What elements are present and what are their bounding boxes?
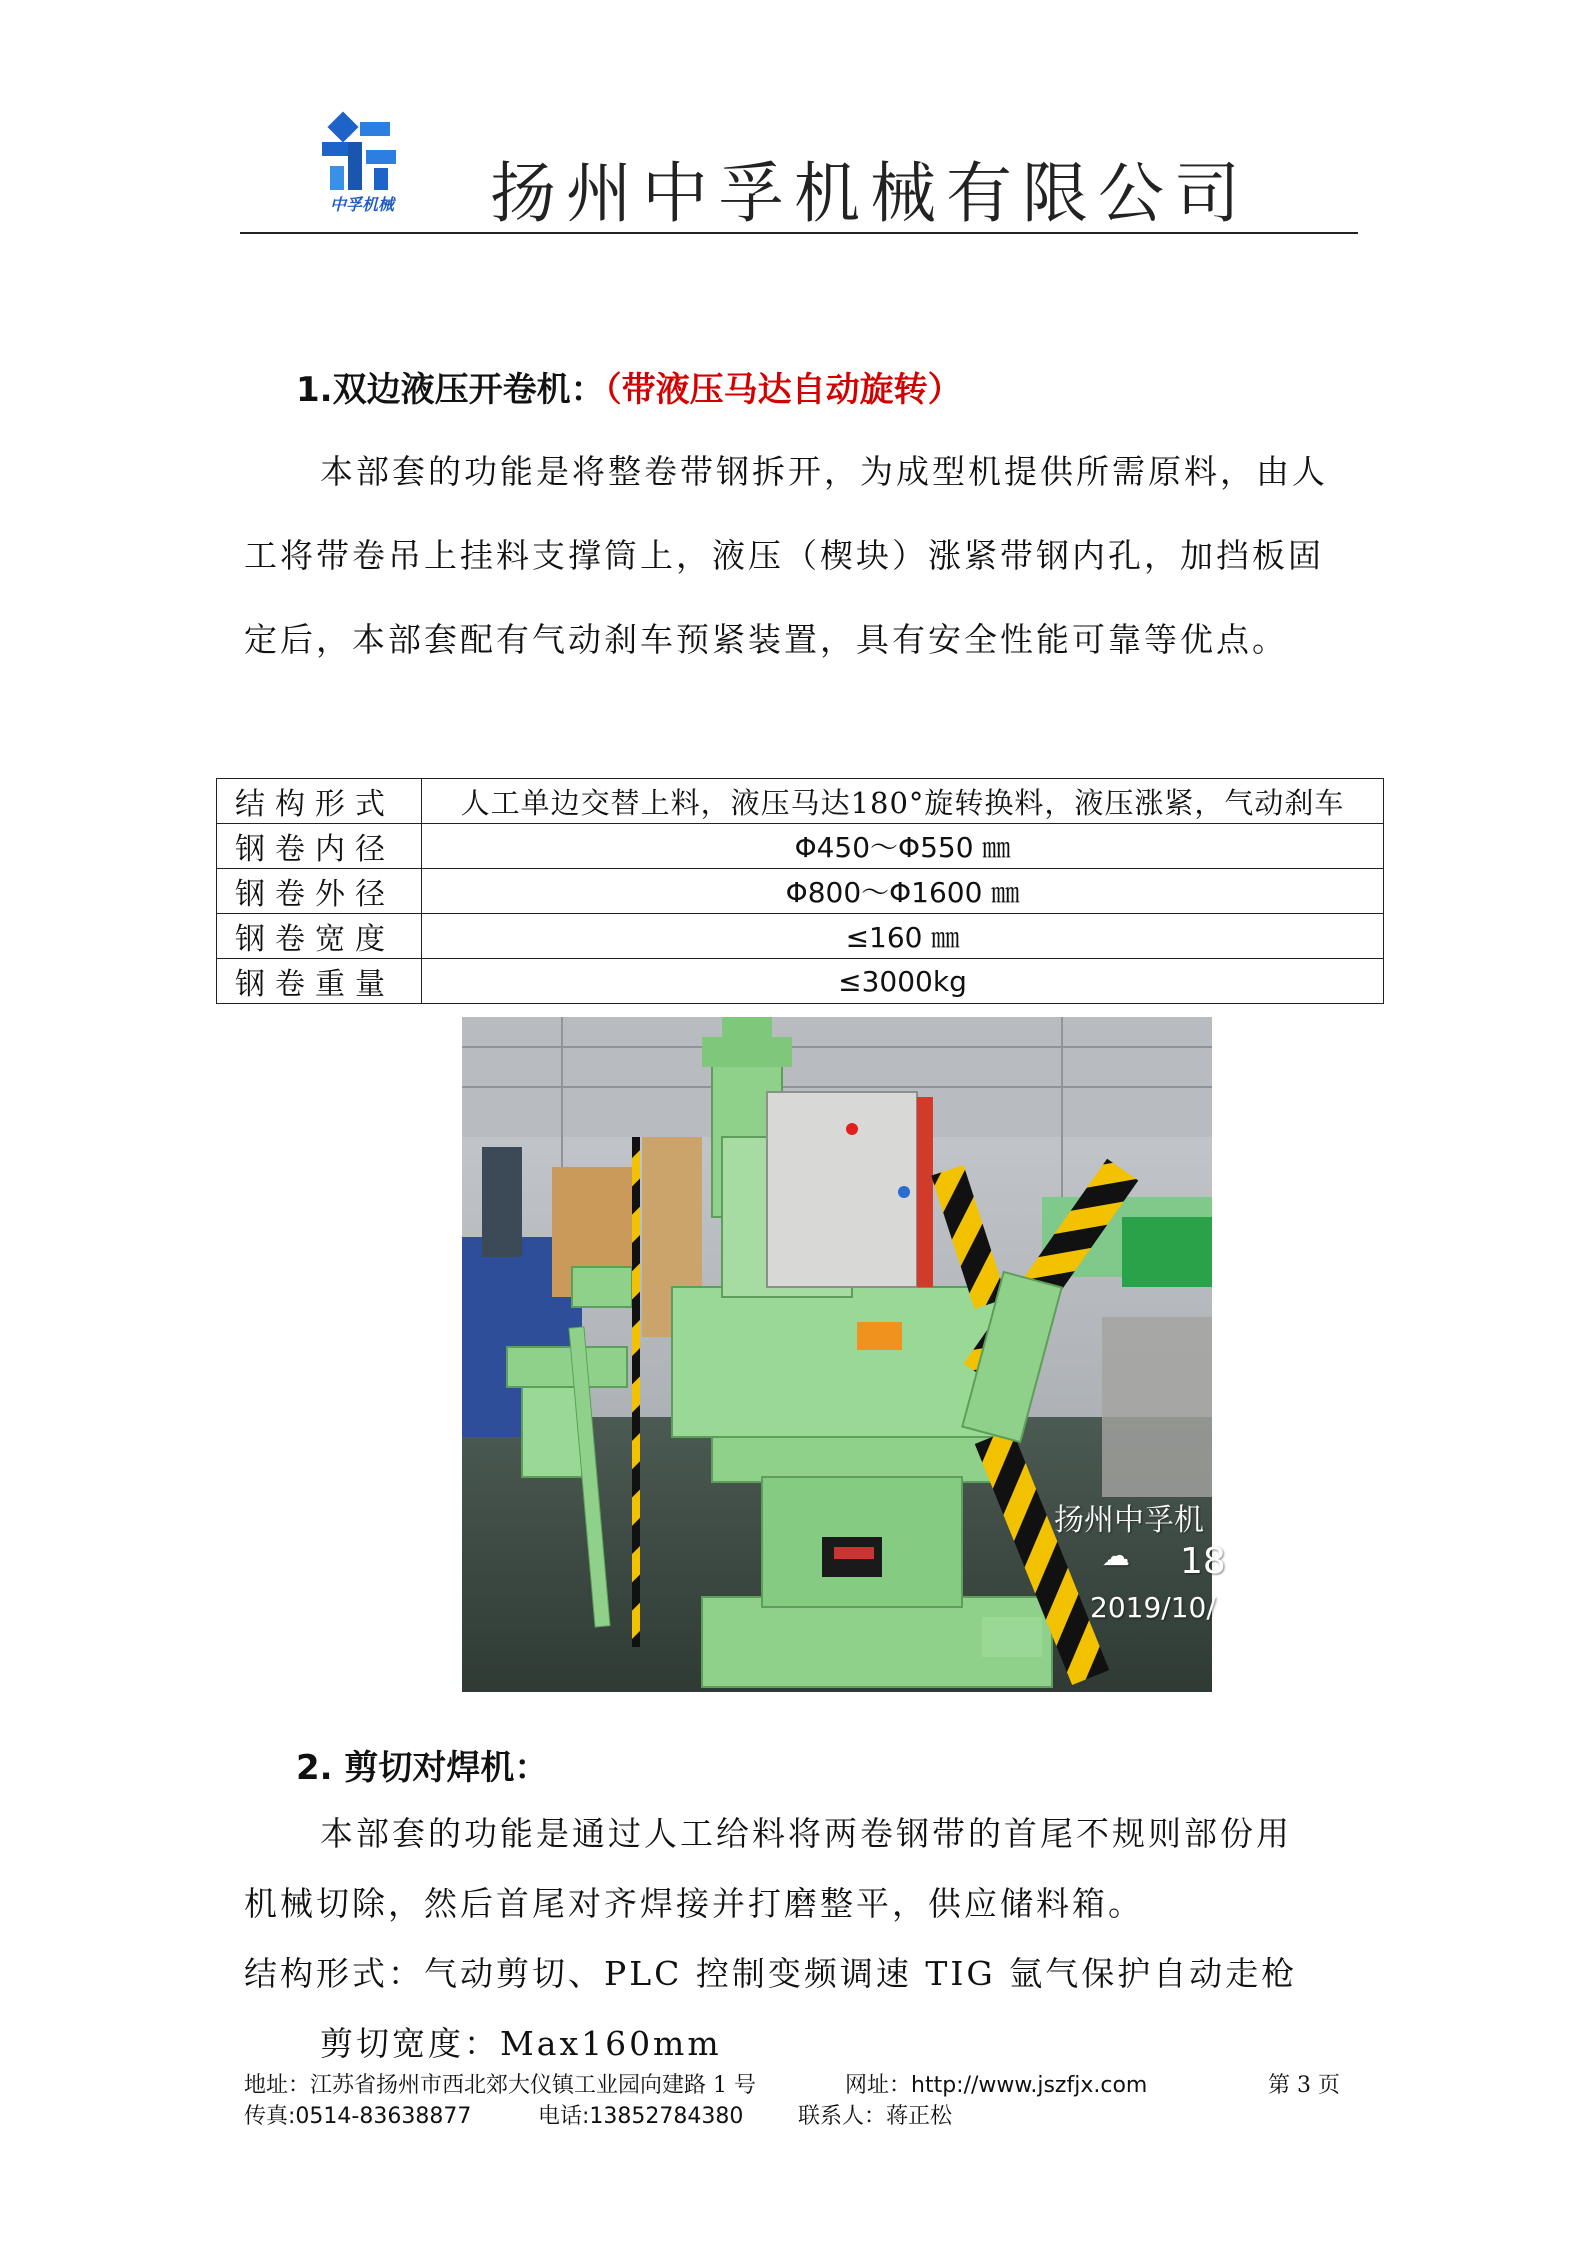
footer-contact: 联系人：蒋正松 [798, 2104, 953, 2129]
spec-value: ≤3000kg [422, 959, 1384, 1004]
spec-value: ≤160 ㎜ [422, 914, 1384, 959]
footer-website: 网址：http://www.jszfjx.com [845, 2073, 1148, 2098]
section1-title-note: （带液压马达自动旋转） [604, 370, 962, 410]
section2-line: 机械切除，然后首尾对齐焊接并打磨整平，供应储料箱。 [244, 1884, 1144, 1923]
section1-title [296, 362, 962, 411]
machine-photo [462, 1017, 1226, 1692]
header-divider [240, 232, 1358, 234]
spec-key: 钢卷外径 [217, 869, 422, 914]
spec-key: 钢卷重量 [217, 959, 422, 1004]
spec-key: 钢卷内径 [217, 824, 422, 869]
spec-key: 钢卷宽度 [217, 914, 422, 959]
table-row [217, 869, 1384, 914]
company-name: 扬州中孚机械有限公司 [490, 155, 1250, 232]
footer-fax: 传真:0514-83638877 [244, 2104, 472, 2129]
section2-width: 剪切宽度：Max160mm [320, 2024, 722, 2063]
spec-value: 人工单边交替上料，液压马达180°旋转换料，液压涨紧，气动刹车 [422, 779, 1384, 824]
section1-line: 定后，本部套配有气动刹车预紧装置，具有安全性能可靠等优点。 [244, 620, 1288, 659]
watermark-number: 18 [1180, 1541, 1226, 1582]
spec-table [216, 778, 1384, 1004]
spec-key: 结构形式 [217, 779, 422, 824]
table-row [217, 824, 1384, 869]
watermark-company: 扬州中孚机 [1054, 1503, 1204, 1538]
logo-text: 中孚机械 [329, 195, 394, 214]
table-row [217, 914, 1384, 959]
spec-value: Φ800～Φ1600 ㎜ [422, 869, 1384, 914]
section1-title-text: 1.双边液压开卷机： [296, 370, 605, 410]
section2-structure: 结构形式：气动剪切、PLC 控制变频调速 TIG 氩气保护自动走枪 [244, 1954, 1298, 1993]
section2-title: 2. 剪切对焊机： [296, 1748, 549, 1788]
section1-line: 工将带卷吊上挂料支撑筒上，液压（楔块）涨紧带钢内孔，加挡板固 [244, 536, 1324, 575]
footer-page-number: 第 3 页 [1268, 2073, 1340, 2098]
table-row [217, 779, 1384, 824]
section1-line: 本部套的功能是将整卷带钢拆开，为成型机提供所需原料，由人 [320, 452, 1328, 491]
footer-phone: 电话:13852784380 [538, 2104, 744, 2129]
table-row [217, 959, 1384, 1004]
footer-address: 地址：江苏省扬州市西北郊大仪镇工业园向建路 1 号 [244, 2073, 756, 2098]
section2-line: 本部套的功能是通过人工给料将两卷钢带的首尾不规则部份用 [320, 1814, 1292, 1853]
spec-value: Φ450～Φ550 ㎜ [422, 824, 1384, 869]
watermark-date: 2019/10/ [1090, 1591, 1216, 1624]
cloud-icon: ☁ [1102, 1539, 1130, 1572]
